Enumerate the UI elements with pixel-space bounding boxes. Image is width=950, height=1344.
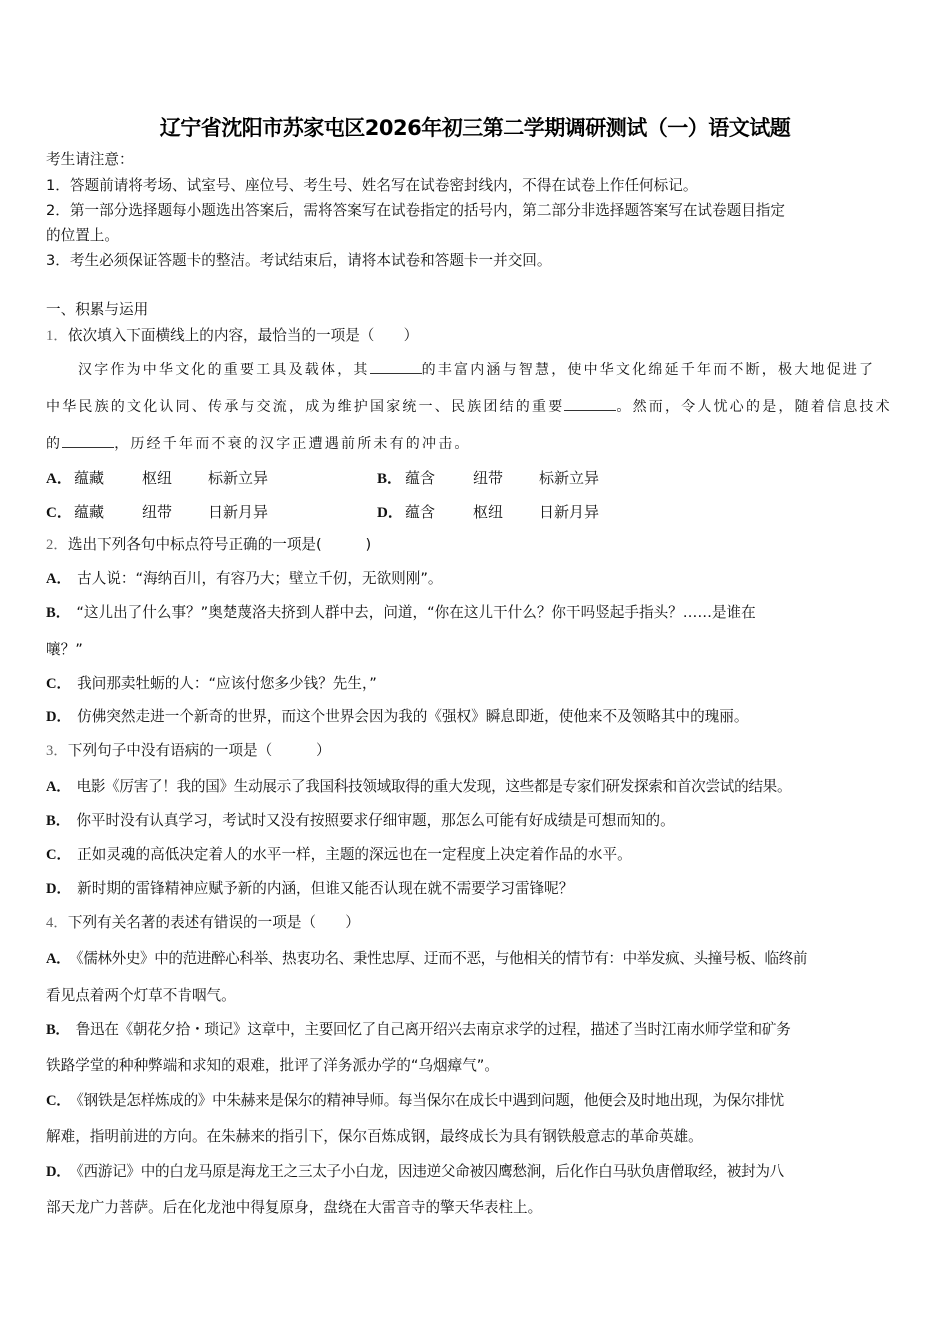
option-label: D． (46, 1164, 71, 1180)
passage-text: 的丰富内涵与智慧，使中华文化绵延千年而不断，极大地促进了 (421, 362, 876, 378)
option-label: D． (46, 709, 72, 725)
option-line-cont: 部天龙广力菩萨。后在化龙池中得复原身，盘绕在大雷音寺的擎天华表柱上。 (46, 1199, 543, 1216)
option-line (46, 777, 791, 797)
option-text: 《儒林外史》中的范进醉心科举、热衷功名、秉性忠厚、迂而不恶，与他相关的情节有：中举发疯、头撞号板、临终前 (76, 950, 808, 967)
option-word: 蕴藏 (74, 503, 105, 521)
option-label: D． (46, 881, 72, 897)
option-label: D． (377, 505, 403, 521)
option-label: C． (46, 505, 72, 521)
option-word: 日新月异 (208, 503, 269, 521)
option-line (46, 1162, 784, 1182)
question-text: 下列有关名著的表述有错误的一项是（ ） (67, 914, 360, 931)
option-label: C． (46, 1093, 71, 1109)
option-line (46, 674, 377, 694)
option-word: 枢纽 (473, 503, 504, 521)
passage-text: 汉字作为中华文化的重要工具及载体，其 (78, 362, 370, 378)
option-line-cont: 铁路学堂的种种弊端和求知的艰难，批评了洋务派办学的“乌烟瘴气”。 (46, 1057, 499, 1074)
option-label: B． (46, 813, 71, 829)
notice-item: 的位置上。 (46, 227, 119, 244)
page-title: 辽宁省沈阳市苏家屯区2026年初三第二学期调研测试（一）语文试题 (159, 116, 791, 140)
option-line (46, 845, 632, 865)
fill-blank-1 (370, 359, 422, 374)
option-label: A． (46, 571, 72, 587)
option-line (46, 1020, 790, 1040)
option-word: 蕴含 (405, 469, 436, 487)
option-label: A． (46, 471, 72, 487)
notice-item: 2．第一部分选择题每小题选出答案后，需将答案写在试卷指定的括号内，第二部分非选择题答案写在试卷题目指定 (46, 202, 785, 219)
option-text: 《钢铁是怎样炼成的》中朱赫来是保尔的精神导师。每当保尔在成长中遇到问题，他便会及时地出现，为保尔排忧 (76, 1092, 784, 1109)
question-text: 依次填入下面横线上的内容，最恰当的一项是（ ） (67, 327, 419, 344)
question-text: 下列句子中没有语病的一项是（ ） (67, 742, 331, 759)
question-text: 选出下列各句中标点符号正确的一项是( ) (67, 536, 372, 553)
option-text: 你平时没有认真学习，考试时又没有按照要求仔细审题，那怎么可能有好成绩是可想而知的。 (76, 812, 675, 829)
option-word: 标新立异 (208, 469, 269, 487)
option-text: 电影《厉害了！我的国》生动展示了我国科技领域取得的重大发现，这些都是专家们研发探索和首次尝试的结果。 (76, 778, 792, 795)
notice-item: 1．答题前请将考场、试室号、座位号、考生号、姓名写在试卷密封线内，不得在试卷上作任何标记。 (46, 177, 698, 194)
passage-text: 的 (46, 436, 63, 452)
question-number: 2． (46, 537, 68, 553)
option-line-cont: 嚷？” (46, 641, 83, 658)
option-line (46, 603, 756, 623)
option-text: 我问那卖牡蛎的人：“应该付您多少钱？先生，” (77, 675, 377, 692)
option-label: C． (46, 676, 72, 692)
option-line (46, 811, 675, 831)
notice-item: 3．考生必须保证答题卡的整洁。考试结束后，请将本试卷和答题卡一并交回。 (46, 252, 552, 269)
option-word: 蕴藏 (74, 469, 105, 487)
option-line-cont: 解难，指明前进的方向。在朱赫来的指引下，保尔百炼成钢，最终成长为具有钢铁般意志的革命英雄。 (46, 1128, 703, 1145)
option-label: A． (46, 951, 71, 967)
option-word: 枢纽 (142, 469, 173, 487)
option-line (46, 707, 748, 727)
option-line (46, 569, 443, 589)
option-text: 仿佛突然走进一个新奇的世界，而这个世界会因为我的《强权》瞬息即逝，使他来不及领略其中的瑰丽。 (77, 708, 749, 725)
question-number: 3． (46, 743, 68, 759)
option-word: 纽带 (473, 469, 504, 487)
option-text: 正如灵魂的高低决定着人的水平一样，主题的深远也在一定程度上决定着作品的水平。 (77, 846, 632, 863)
option-line-cont: 看见点着两个灯草不肯咽气。 (46, 987, 236, 1004)
option-line (46, 949, 807, 969)
passage-line (78, 359, 875, 380)
section-heading: 一、积累与运用 (46, 301, 149, 318)
passage-line (46, 396, 892, 417)
option-text: “这儿出了什么事？”奥楚蔑洛夫挤到人群中去，问道，“你在这儿干什么？你干吗竖起手指头？……是谁在 (76, 604, 756, 621)
option-word: 蕴含 (405, 503, 436, 521)
question-3-stem (46, 741, 331, 761)
option-text: 古人说：“海纳百川，有容乃大；壁立千仞，无欲则刚”。 (77, 570, 443, 587)
question-2-stem (46, 535, 371, 555)
passage-text: 中华民族的文化认同、传承与交流，成为维护国家统一、民族团结的重要 (46, 399, 565, 415)
option-text: 鲁迅在《朝花夕拾・琐记》这章中，主要回忆了自己离开绍兴去南京求学的过程，描述了当时江南水师学堂和矿务 (75, 1021, 791, 1038)
option-word: 日新月异 (539, 503, 600, 521)
option-label: A． (46, 779, 71, 795)
option-line (46, 1091, 784, 1111)
option-word: 标新立异 (539, 469, 600, 487)
question-1-stem (46, 326, 418, 346)
question-4-stem (46, 913, 360, 933)
passage-line (46, 433, 471, 454)
option-label: C． (46, 847, 72, 863)
option-label: B． (46, 605, 71, 621)
notice-heading: 考生请注意： (46, 151, 134, 168)
fill-blank-2 (564, 396, 616, 411)
option-text: 《西游记》中的白龙马原是海龙王之三太子小白龙，因违逆父命被囚鹰愁涧，后化作白马驮负唐僧取经，被封为八 (76, 1163, 784, 1180)
option-label: B． (377, 471, 403, 487)
fill-blank-3 (62, 433, 114, 448)
option-text: 新时期的雷锋精神应赋予新的内涵，但谁又能否认现在就不需要学习雷锋呢？ (77, 880, 574, 897)
passage-text: 。然而，令人忧心的是，随着信息技术 (616, 399, 892, 415)
question-number: 4． (46, 915, 68, 931)
option-label: B． (46, 1022, 70, 1038)
passage-text: ，历经千年而不衰的汉字正遭遇前所未有的冲击。 (114, 436, 471, 452)
option-word: 纽带 (142, 503, 173, 521)
question-number: 1． (46, 328, 68, 344)
option-line (46, 879, 573, 899)
